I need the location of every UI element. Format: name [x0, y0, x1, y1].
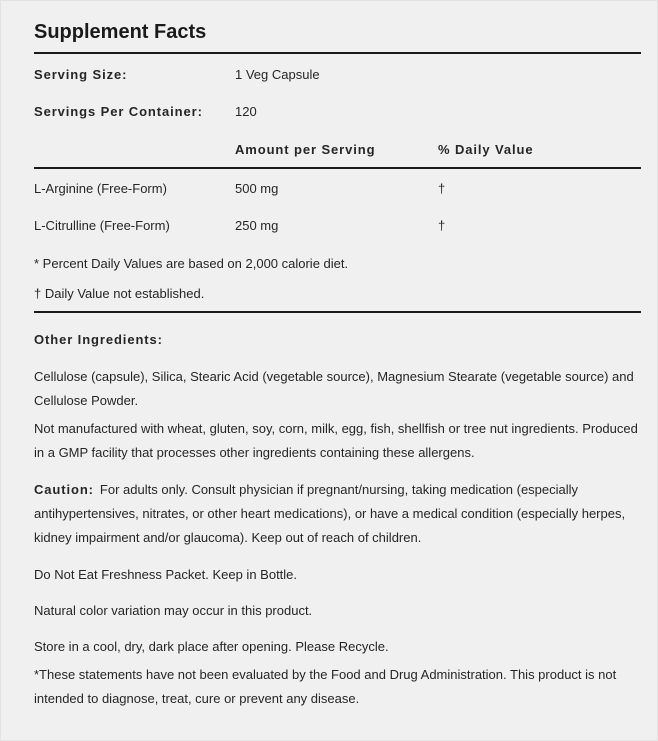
dagger-footnote: † Daily Value not established. — [34, 286, 205, 301]
other-ingredients-text: Cellulose (capsule), Silica, Stearic Acid (vegetable source), Magnesium Stearate (vegetable source) and Cellulose Powder. — [34, 369, 634, 408]
facts-bottom-divider — [34, 311, 641, 313]
header-divider — [34, 167, 641, 169]
nutrient-daily-value: † — [438, 181, 446, 196]
nutrient-amount: 500 mg — [235, 181, 279, 196]
amount-per-serving-header: Amount per Serving — [235, 142, 376, 157]
title-divider — [34, 52, 641, 54]
nutrient-name: L-Arginine (Free-Form) — [34, 181, 167, 196]
storage-note: Store in a cool, dry, dark place after opening. Please Recycle. — [34, 639, 389, 654]
servings-per-container-label: Servings Per Container: — [34, 104, 203, 119]
freshness-note: Do Not Eat Freshness Packet. Keep in Bottle. — [34, 567, 298, 582]
allergen-note: Not manufactured with wheat, gluten, soy, corn, milk, egg, fish, shellfish or tree nut ingredients. Produced in a GMP facility that processes other ingredients containing these allergens. — [34, 421, 638, 460]
caution-text: For adults only. Consult physician if pregnant/nursing, taking medication (especially antihypertensives, nitrates, or other heart medications), or have a medical condition (especially herpes, kidney impairment and/or glaucoma). Keep out of reach of children. — [34, 482, 626, 545]
caution-block — [34, 478, 644, 550]
servings-per-container-value: 120 — [235, 104, 257, 119]
other-ingredients-heading: Other Ingredients: — [34, 332, 163, 347]
nutrient-name: L-Citrulline (Free-Form) — [34, 218, 170, 233]
serving-size-label: Serving Size: — [34, 67, 128, 82]
serving-size-value: 1 Veg Capsule — [235, 67, 320, 82]
nutrient-amount: 250 mg — [235, 218, 279, 233]
nutrient-daily-value: † — [438, 218, 446, 233]
percent-dv-footnote: * Percent Daily Values are based on 2,000 calorie diet. — [34, 256, 349, 271]
fda-disclaimer: *These statements have not been evaluated by the Food and Drug Administration. This product is not intended to diagnose, treat, cure or prevent any disease. — [34, 667, 617, 706]
daily-value-header: % Daily Value — [438, 142, 534, 157]
caution-label: Caution: — [34, 482, 94, 497]
color-variation-note: Natural color variation may occur in this product. — [34, 603, 313, 618]
page-title: Supplement Facts — [34, 21, 207, 43]
